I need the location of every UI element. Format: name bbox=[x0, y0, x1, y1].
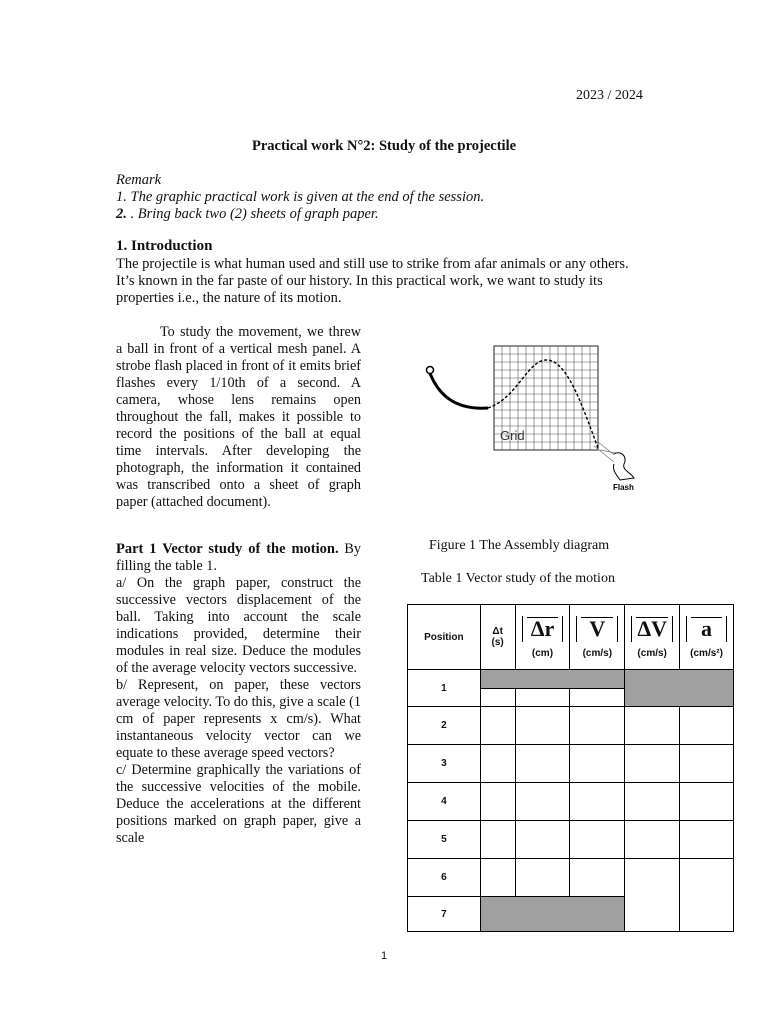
table-cell bbox=[625, 821, 680, 859]
table-cell bbox=[570, 707, 625, 745]
table-cell bbox=[680, 783, 734, 821]
part1-section bbox=[116, 541, 361, 847]
header-dv-symbol: ΔV bbox=[631, 616, 673, 642]
table-cell bbox=[515, 859, 570, 897]
shaded-cell bbox=[480, 897, 624, 932]
table-cell bbox=[480, 689, 515, 707]
header-v-unit: (cm/s) bbox=[582, 647, 613, 659]
table-cell bbox=[680, 859, 734, 932]
table-cell bbox=[480, 707, 515, 745]
header-dv bbox=[625, 605, 680, 670]
page-title: Practical work N°2: Study of the projectile bbox=[251, 138, 517, 154]
table-cell bbox=[570, 821, 625, 859]
table-cell bbox=[625, 783, 680, 821]
launcher-track bbox=[428, 368, 488, 408]
header-dr-unit: (cm) bbox=[531, 647, 554, 659]
year-label: 2023 / 2024 bbox=[576, 88, 643, 103]
table-cell bbox=[625, 859, 680, 932]
position-cell: 3 bbox=[408, 745, 481, 783]
table-cell bbox=[570, 859, 625, 897]
page-number: 1 bbox=[380, 950, 388, 962]
remark-block bbox=[116, 172, 484, 223]
position-cell: 1 bbox=[408, 670, 481, 707]
header-a-unit: (cm/s²) bbox=[690, 647, 723, 659]
position-cell: 2 bbox=[408, 707, 481, 745]
table-cell bbox=[515, 745, 570, 783]
position-cell: 4 bbox=[408, 783, 481, 821]
intro-text: The projectile is what human used and still use to strike from afar animals or any others. It’s known in the far paste of our history. In this practical work, we want to study its properties i.e., the nature of its motion. bbox=[116, 256, 629, 306]
table-row bbox=[408, 670, 734, 689]
grid-label: Grid bbox=[500, 428, 525, 443]
header-v bbox=[570, 605, 625, 670]
table-header-row bbox=[408, 605, 734, 670]
setup-paragraph bbox=[116, 324, 361, 511]
header-dr bbox=[515, 605, 570, 670]
remark-line-2-number: 2. bbox=[116, 206, 127, 222]
table-cell bbox=[515, 689, 570, 707]
part1-question-c: c/ Determine graphically the variations of the successive velocities of the mobile. Deduce the accelerations at the different positions marked on graph paper, give a scale bbox=[116, 762, 361, 846]
table-cell bbox=[570, 745, 625, 783]
remark-heading: Remark bbox=[116, 172, 162, 188]
position-cell: 6 bbox=[408, 859, 481, 897]
position-cell: 7 bbox=[408, 897, 481, 932]
flash-label: Flash bbox=[613, 483, 634, 492]
vector-table bbox=[407, 604, 734, 932]
table-cell bbox=[480, 745, 515, 783]
table-caption: Table 1 Vector study of the motion bbox=[421, 571, 615, 586]
table-cell bbox=[625, 745, 680, 783]
table-cell bbox=[570, 689, 625, 707]
shaded-cell bbox=[480, 670, 624, 689]
header-dt-symbol: Δt bbox=[492, 626, 503, 637]
part1-lead: By filling the table 1. bbox=[116, 541, 361, 574]
header-dt bbox=[480, 605, 515, 670]
part1-question-a: a/ On the graph paper, construct the successive vectors displacement of the ball. Taking into account the scale indications provided, determine their modules in real size. Deduce the modules of the average velocity vectors successive. bbox=[116, 575, 361, 676]
table-cell bbox=[515, 707, 570, 745]
position-cell: 5 bbox=[408, 821, 481, 859]
remark-line-2-text: . Bring back two (2) sheets of graph paper. bbox=[126, 206, 379, 222]
ball bbox=[427, 367, 434, 374]
table-cell bbox=[680, 821, 734, 859]
remark-line-2 bbox=[116, 206, 484, 223]
table-cell bbox=[480, 859, 515, 897]
table-cell bbox=[625, 707, 680, 745]
part1-heading: Part 1 Vector study of the motion. bbox=[116, 541, 339, 557]
header-position: Position bbox=[408, 605, 481, 670]
table-cell bbox=[480, 783, 515, 821]
assembly-diagram bbox=[418, 338, 648, 496]
header-a-symbol: a bbox=[686, 616, 727, 642]
flash-lamp bbox=[613, 453, 634, 480]
table-cell bbox=[480, 821, 515, 859]
header-dv-unit: (cm/s) bbox=[637, 647, 667, 659]
header-v-symbol: V bbox=[576, 616, 618, 642]
table-cell bbox=[515, 783, 570, 821]
remark-line-1: 1. The graphic practical work is given at the end of the session. bbox=[116, 189, 485, 205]
table-cell bbox=[570, 783, 625, 821]
setup-text: To study the movement, we threw a ball in front of a vertical mesh panel. A strobe flash placed in front of it emits brief flashes every 1/10th of a second. A camera, whose lens remains open throughout the fall, makes it possible to record the positions of the ball at equal time intervals. After developing the photograph, the information it contained was transcribed onto a sheet of graph paper (attached document). bbox=[116, 324, 361, 510]
part1-question-b: b/ Represent, on paper, these vectors average velocity. To do this, give a scale (1 cm of paper represents x cm/s). What instantaneous velocity vector can we equate to these average speed vectors? bbox=[116, 677, 361, 761]
header-a bbox=[680, 605, 734, 670]
header-dt-unit: (s) bbox=[491, 637, 504, 648]
table-cell bbox=[680, 707, 734, 745]
table-cell bbox=[515, 821, 570, 859]
table-cell bbox=[680, 745, 734, 783]
header-dr-symbol: Δr bbox=[522, 616, 564, 642]
part1-intro bbox=[116, 541, 361, 575]
shaded-cell bbox=[625, 670, 734, 707]
figure-caption: Figure 1 The Assembly diagram bbox=[429, 538, 610, 553]
intro-heading: 1. Introduction bbox=[116, 238, 213, 254]
